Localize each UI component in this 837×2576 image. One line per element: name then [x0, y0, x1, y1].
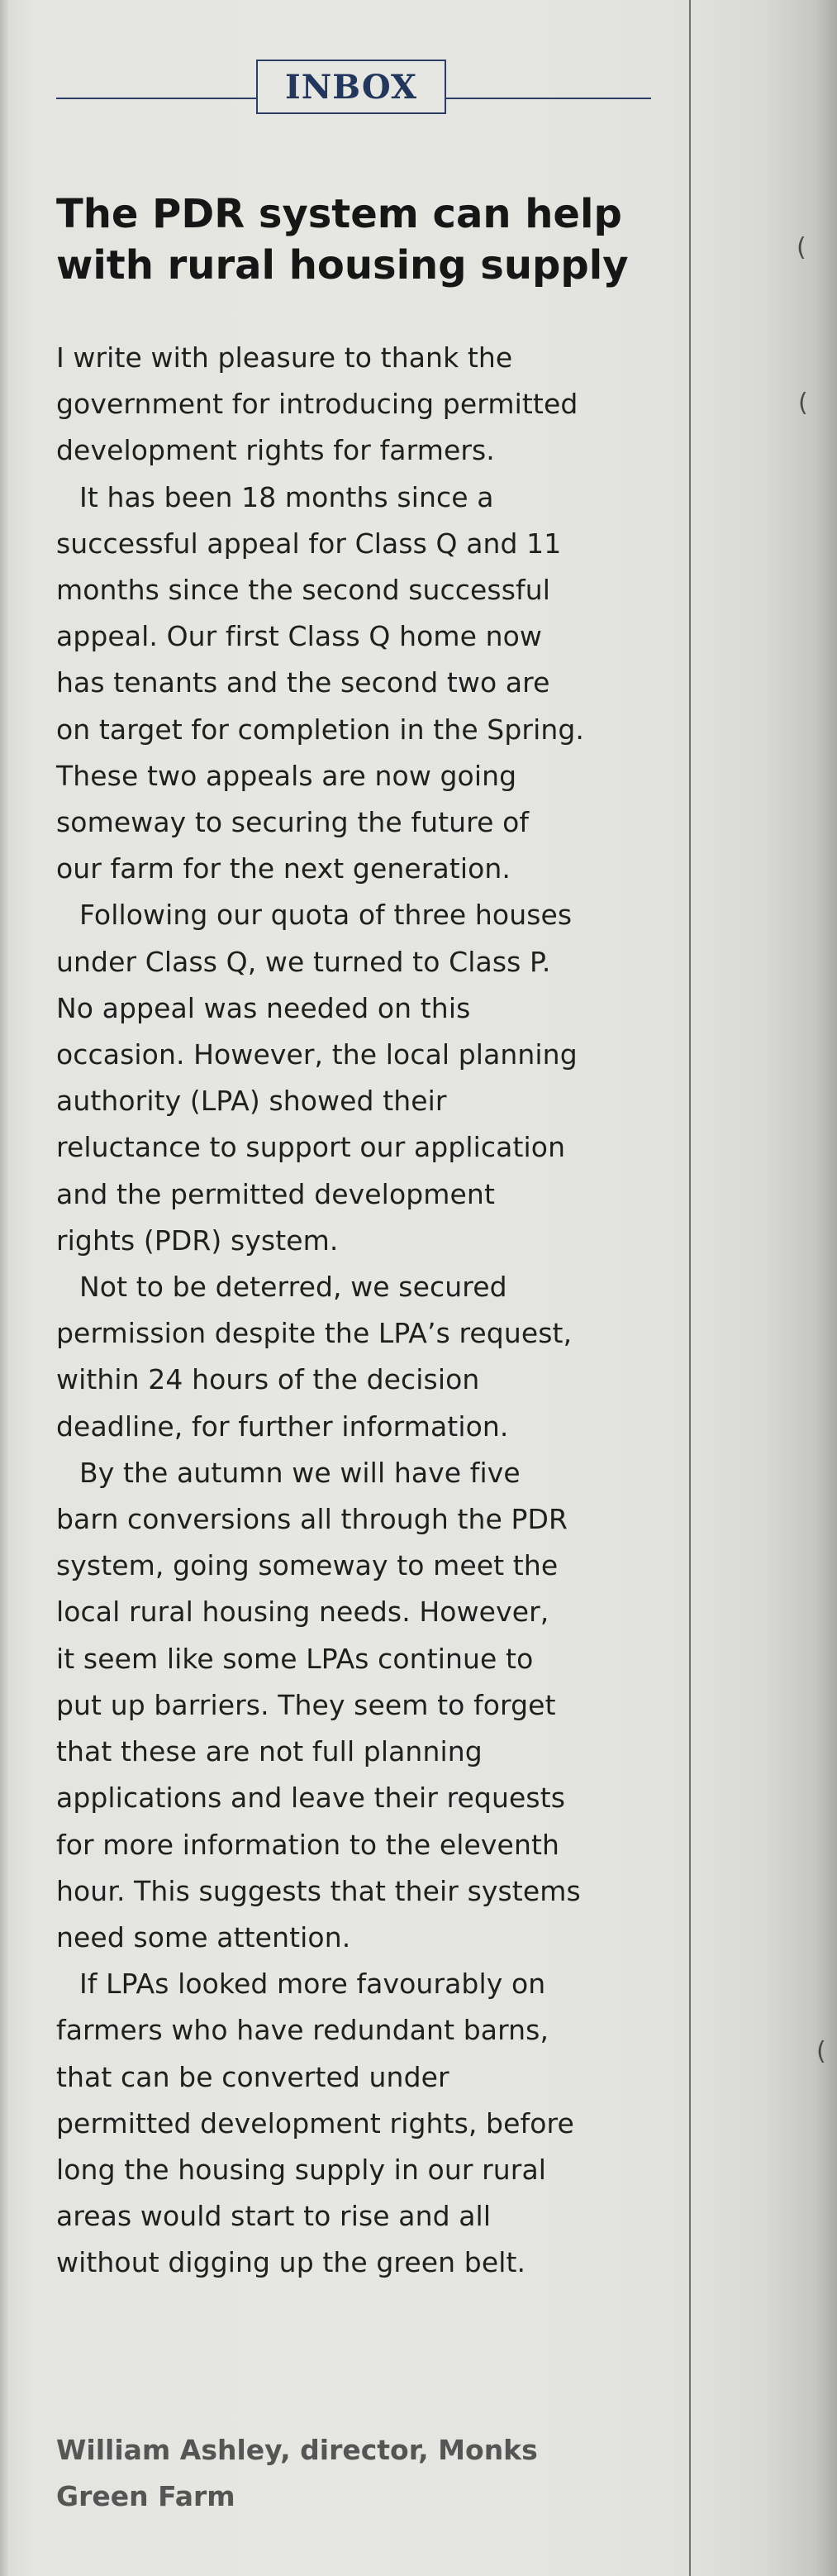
letter-paragraph [56, 892, 668, 1264]
text-line: authority (LPA) showed their [56, 1085, 447, 1118]
text-line: months since the second successful [56, 574, 551, 607]
column-divider [689, 0, 691, 2576]
header-rule-left [56, 98, 256, 99]
text-line: permitted development rights, before [56, 2106, 574, 2140]
text-line: deadline, for further information. [56, 1410, 509, 1443]
header-rule-right [446, 98, 651, 99]
letter-signature [56, 2427, 668, 2520]
text-line: system, going someway to meet the [56, 1549, 559, 1582]
letter-paragraph [56, 1264, 668, 1450]
text-line: rights (PDR) system. [56, 1224, 339, 1257]
text-line: long the housing supply in our rural [56, 2153, 547, 2186]
text-line: local rural housing needs. However, [56, 1596, 549, 1629]
text-line: It has been 18 months since a [79, 480, 494, 513]
headline-line: The PDR system can help [56, 191, 622, 237]
text-line: has tenants and the second two are [56, 666, 550, 699]
text-line: permission despite the LPA’s request, [56, 1317, 573, 1350]
text-line: I write with pleasure to thank the [56, 341, 513, 374]
text-line: that can be converted under [56, 2060, 449, 2093]
stray-print-mark: ( [798, 389, 808, 417]
text-line: If LPAs looked more favourably on [79, 1968, 546, 2001]
signature-line: William Ashley, director, Monks [56, 2434, 538, 2466]
letter-body [56, 335, 668, 2287]
letter-paragraph [56, 1450, 668, 1961]
text-line: No appeal was needed on this [56, 991, 471, 1024]
text-line: By the autumn we will have five [79, 1456, 521, 1489]
text-line: reluctance to support our application [56, 1131, 566, 1164]
page-left-edge [0, 0, 8, 2576]
text-line: applications and leave their requests [56, 1782, 566, 1815]
text-line: farmers who have redundant barns, [56, 2014, 549, 2047]
page-title [56, 188, 668, 291]
text-line: hour. This suggests that their systems [56, 1874, 581, 1907]
text-line: on target for completion in the Spring. [56, 713, 584, 746]
text-line: successful appeal for Class Q and 11 [56, 527, 562, 560]
text-line: under Class Q, we turned to Class P. [56, 945, 551, 978]
text-line: Following our quota of three houses [79, 899, 573, 932]
headline-line: with rural housing supply [56, 242, 629, 289]
text-line: development rights for farmers. [56, 434, 495, 467]
section-label: INBOX [285, 67, 417, 107]
signature-line: Green Farm [56, 2480, 235, 2512]
text-line: it seem like some LPAs continue to [56, 1642, 534, 1675]
text-line: without digging up the green belt. [56, 2246, 526, 2279]
letter-paragraph [56, 475, 668, 893]
letter-paragraph [56, 1961, 668, 2286]
adjacent-page-strip [691, 0, 837, 2576]
text-line: government for introducing permitted [56, 388, 578, 421]
text-line: barn conversions all through the PDR [56, 1503, 568, 1536]
stray-print-mark: ( [797, 233, 806, 262]
text-line: put up barriers. They seem to forget [56, 1688, 556, 1721]
text-line: need some attention. [56, 1920, 351, 1953]
text-line: areas would start to rise and all [56, 2200, 492, 2233]
section-label-box [256, 60, 446, 114]
text-line: Not to be deterred, we secured [79, 1271, 507, 1304]
text-line: These two appeals are now going [56, 759, 517, 792]
text-line: that these are not full planning [56, 1735, 483, 1768]
text-line: and the permitted development [56, 1177, 495, 1210]
letter-paragraph [56, 335, 668, 475]
text-line: occasion. However, the local planning [56, 1038, 578, 1071]
text-line: our farm for the next generation. [56, 852, 511, 885]
text-line: appeal. Our first Class Q home now [56, 620, 543, 653]
text-line: within 24 hours of the decision [56, 1363, 480, 1396]
text-line: someway to securing the future of [56, 806, 530, 839]
text-line: for more information to the eleventh [56, 1828, 560, 1861]
stray-print-mark: ( [816, 2037, 826, 2066]
